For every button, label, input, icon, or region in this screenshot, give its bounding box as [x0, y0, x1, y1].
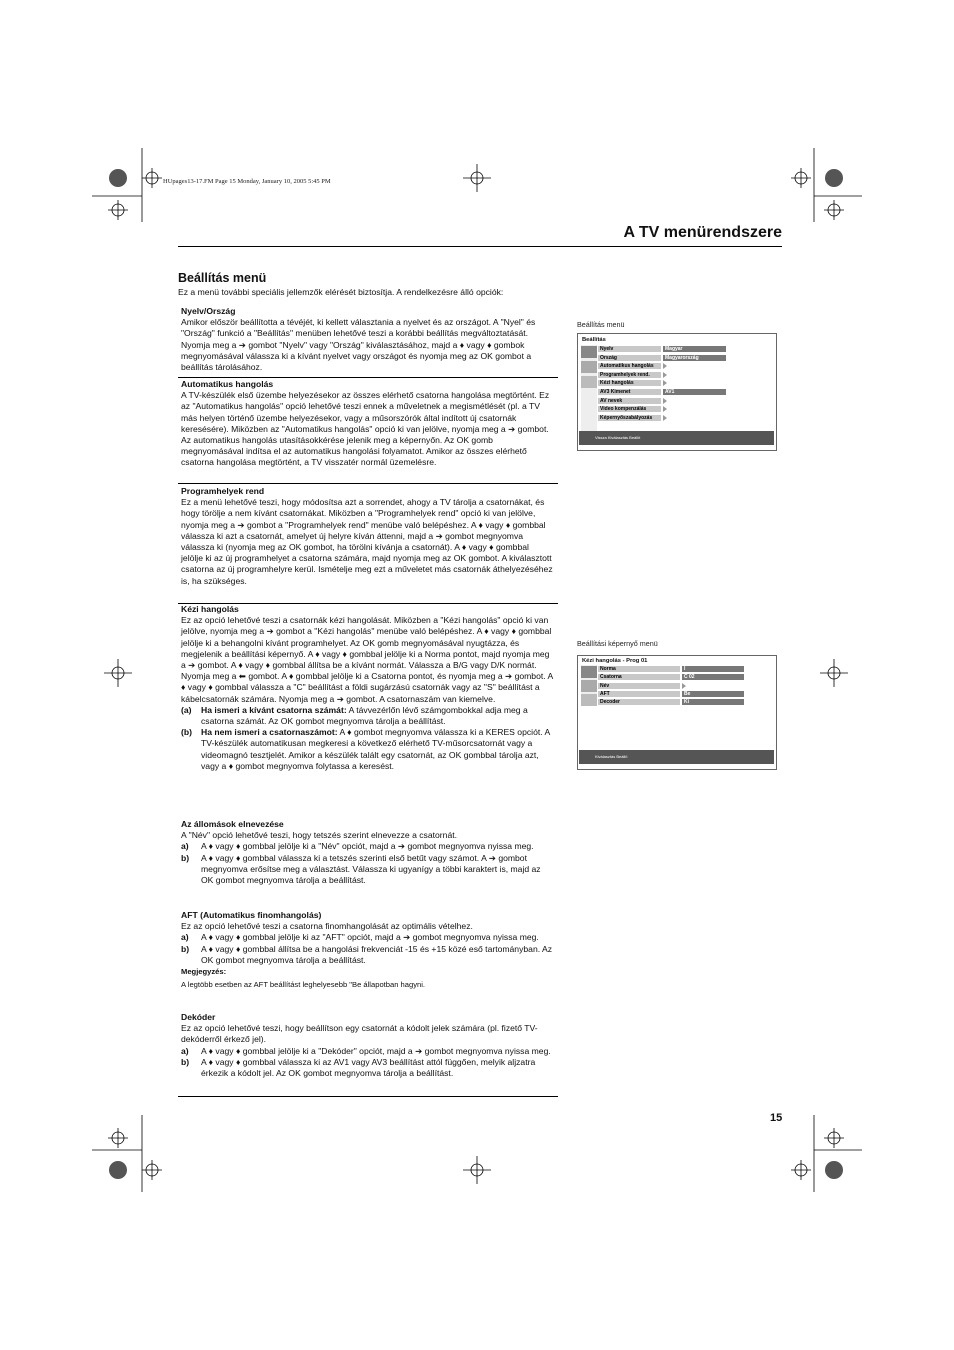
osd-row-label[interactable]: Nyelv [598, 346, 661, 352]
list-item [181, 705, 553, 727]
list-bold: Ha nem ismeri a csatornaszámot: [201, 727, 338, 738]
block-heading: Nyelv/Ország [181, 306, 236, 316]
block-heading: Automatikus hangolás [181, 379, 274, 389]
section-title: Beállítás menü [178, 271, 267, 285]
divider [178, 483, 558, 484]
divider [178, 377, 558, 378]
note-text: A legtöbb esetben az AFT beállítást leghelyesebb "Be állapotban hagyni. [181, 980, 426, 990]
osd-row-label[interactable]: Decoder [598, 699, 680, 705]
list-label: (a) [181, 704, 192, 715]
osd-row-label[interactable]: Csatorna [598, 674, 680, 680]
block-prog [181, 486, 553, 587]
list-text: A ♦ vagy ♦ gombbal válassza ki a tetszés szerinti első betűt vagy számot. A ➔ gombot megnyomva erősítse meg a választást. Válassza ki ugyanígy a többi karaktert is, majd az OK gombot megnyomva tárolja a beállítást. [201, 852, 541, 886]
list-bold: Ha ismeri a kívánt csatorna számát: [201, 704, 347, 715]
tv-icon [581, 346, 597, 358]
list-label: (b) [181, 727, 192, 738]
block-nev [181, 819, 553, 886]
divider [178, 1096, 558, 1097]
sound-icon [581, 376, 597, 388]
osd-row-value: I [682, 666, 744, 672]
osd-footer: Kiválasztás Beállít [579, 750, 774, 764]
osd-row-value: C 02 [682, 674, 744, 680]
arrow-right-icon [663, 398, 667, 404]
list-item [181, 932, 553, 943]
osd-row-label[interactable]: Ország [598, 355, 661, 361]
arrow-right-icon [663, 415, 667, 421]
title-rule [178, 246, 782, 247]
list-text: A ♦ vagy ♦ gombbal jelölje ki a "Név" opciót, majd a ➔ gombot megnyomva nyissa meg. [201, 841, 534, 852]
picture-icon [581, 361, 597, 373]
block-body: Amikor először beállította a tévéjét, ki kellett választania a nyelvet és az országot. A "Nyel" és "Ország" funkció a "Beállítás" menüben lehetővé teszi a korábbi beállítás megváltoztatását. Nyomja meg a ➔ gombot "Nyelv" vagy "Ország" kiválasztásához, majd a ♦ vagy ♦ gombok megnyomásával válassza ki a kívánt nyelvet vagy országot és nyomja meg az OK gombot a beállítás tárolásához. [181, 317, 536, 373]
osd-row-label[interactable]: Video kompenzálás [598, 406, 661, 412]
list-label: a) [181, 932, 189, 943]
list-item [181, 841, 553, 852]
osd-footer: Vissza Kiválasztás Beállít [579, 431, 774, 445]
block-heading: Kézi hangolás [181, 604, 239, 614]
list-label: b) [181, 1056, 190, 1067]
osd-row-label[interactable]: Név [598, 683, 680, 689]
arrow-right-icon [663, 380, 667, 386]
block-body: Ez az opció lehetővé teszi, hogy beállítson egy csatornát a kódolt jelek számára (pl. fizető TV-dekóderről érkező jel). [181, 1023, 538, 1045]
list-item [181, 727, 553, 772]
osd-row-label[interactable]: Programhelyek rend. [598, 372, 661, 378]
list-text: A ♦ gombot megnyomva válassza ki a KERES opciót. A TV-készülék automatikusan megkeresi a következő elérhető TV-műsorcsatornát vagy a videomagnó tesztjelét. Amikor a készülék talált egy csatornát, az OK gombbal tárolja azt, vagy a ♦ gombot megnyomva folytassa a keresést. [201, 727, 550, 771]
list-item [181, 1057, 553, 1079]
block-body: Ez a menü lehetővé teszi, hogy módosítsa azt a sorrendet, ahogy a TV tárolja a csatornákat, és hogy törölje a nem kívánt csatornákat. Miközben a "Programhelyek rend" opció ki van jelölve, nyomja meg a ➔ gombot a "Programhelyek rend" menübe való belépéshez. A ♦ vagy ♦ gombbal válassza ki azt a csatornát, amelyet új helyre kíván áttenni, majd a ➔ gombot megnyomva válassza ki (nyomja meg az OK gombot, ha törölni kívánja a csatornát). A ♦ vagy ♦ gombbal jelölje ki az új programhelyet a csatorna számára, majd nyomja meg az OK gombot. A kiválasztott csatorna az új programhelyre kerül. Ismételje meg ezt a műveletet más csatornák áthelyezéséhez is, ha szükséges. [181, 497, 553, 586]
arrow-right-icon [663, 372, 667, 378]
arrow-right-icon [682, 683, 686, 689]
osd-title: Kézi hangolás - Prog 01 [582, 658, 648, 664]
osd-row-value: AV1 [663, 389, 726, 395]
list-text: A ♦ vagy ♦ gombbal jelölje ki a "Dekóder" opciót, majd a ➔ gombot megnyomva nyissa meg. [201, 1045, 551, 1056]
block-dekoder [181, 1012, 553, 1079]
osd-row-value: Magyar [663, 346, 726, 352]
section-intro: Ez a menü további speciális jellemzők elérését biztosítja. A rendelkezésre álló opciók: [178, 287, 504, 297]
arrow-right-icon [663, 363, 667, 369]
osd-row-value: Magyarország [663, 355, 726, 361]
osd-row-label[interactable]: Kézi hangolás [598, 380, 661, 386]
list-item [181, 944, 553, 966]
osd-row-label[interactable]: Képernyőszabályozás [598, 415, 661, 421]
list-label: a) [181, 1045, 189, 1056]
osd-manual-tuning [577, 655, 777, 770]
list-text: A ♦ vagy ♦ gombbal állítsa be a hangolási frekvenciát -15 és +15 közé eső tartományban. Az OK gombot megnyomva tárolja a beállítást. [201, 943, 553, 965]
block-body: Ez az opció lehetővé teszi a csatorna finomhangolását az optimális vételhez. [181, 921, 473, 932]
page-number: 15 [770, 1112, 783, 1124]
list-label: a) [181, 841, 189, 852]
list-text: A ♦ vagy ♦ gombbal jelölje ki az "AFT" opciót, majd a ➔ gombot megnyomva nyissa meg. [201, 932, 539, 943]
file-header-line: HUpages13-17.FM Page 15 Monday, January 10, 2005 5:45 PM [163, 178, 331, 185]
sound-icon [581, 694, 597, 706]
note-heading: Megjegyzés: [181, 967, 227, 977]
list-text: A távvezérlőn lévő számgombokkal adja meg a csatorna számát. Az OK gombot megnyomva tárolja a beállítást. [201, 704, 528, 727]
osd-row-label[interactable]: Norma [598, 666, 680, 672]
block-body: Ez az opció lehetővé teszi a csatornák kézi hangolását. Miközben a "Kézi hangolás" opció ki van jelölve, nyomja meg a ➔ gombot a "Kézi hangolás" menübe való belépéshez. A ♦ vagy ♦ gombbal jelölje ki a behangolni kívánt programhelyet. Az OK gomb megnyomásával nyugtázza, és megjelenik a beállítási képernyő. A ♦ vagy ♦ gombbal jelölje ki a Norma pontot, majd nyomja meg a ➔ gombot. A ♦ vagy ♦ gombbal állítsa be a kívánt normát. Válassza a B/G vagy D/K normát. Nyomja meg a ⬅ gombot. A ♦ gombbal jelölje ki a Csatorna pontot, és nyomja meg a ➔ gombot. A ♦ vagy ♦ gombbal válassza a "C" beállítást a földi sugárzású csatornák vagy az "S" beállítást a kábelcsatornák számára. Nyomja meg a ➔ gombot. A csatornaszám van kiemelve. [181, 615, 553, 704]
osd-row-value: Ki [682, 699, 744, 705]
block-heading: Az állomások elnevezése [181, 819, 284, 829]
block-aft [181, 910, 553, 990]
list-item [181, 853, 553, 887]
block-kezi [181, 604, 553, 772]
block-nyelv [181, 306, 553, 373]
osd-setup-menu [577, 333, 777, 451]
osd-row-value: Be [682, 691, 744, 697]
block-body: A TV-készülék első üzembe helyezésekor az összes elérhető csatorna hangolása megtörtént. Ez az "Automatikus hangolás" opció lehetővé teszi ennek a műveletnek a megismétlését (pl. a TV más helyen történő üzembe helyezésekor, vagy a műsorszórók által indított új csatornák keresésére). Miközben az "Automatikus hangolás" opció ki van jelölve, nyomja meg a ➔ gombot. Az automatikus hangolás utasításokkérése jelenik meg a képernyőn. Az OK gomb megnyomásával indítsa el az automatikus hangolási folyamatot. Amikor az összes elérhető csatorna hangolása megtörtént, a TV visszatér normál üzemelésre. [181, 390, 550, 468]
block-heading: Programhelyek rend [181, 486, 265, 496]
osd-title: Beállítás [582, 337, 606, 343]
osd2-caption: Beállítási képernyő menü [577, 639, 658, 648]
list-item [181, 1046, 553, 1057]
picture-icon [581, 680, 597, 692]
tv-icon [581, 666, 597, 678]
list-text: A ♦ vagy ♦ gombbal válassza ki az AV1 vagy AV3 beállítást attól függően, melyik aljzatra érkezik a kódolt jel. Az OK gombot megnyomva tárolja a beállítást. [201, 1056, 536, 1079]
osd-row-label[interactable]: AV3 Kimenet [598, 389, 661, 395]
block-auto [181, 379, 553, 469]
osd1-caption: Beállítás menü [577, 320, 625, 329]
osd-row-label[interactable]: AFT [598, 691, 680, 697]
osd-row-label[interactable]: AV nevek [598, 398, 661, 404]
page-title: A TV menürendszere [623, 224, 782, 241]
osd-row-label[interactable]: Automatikus hangolás [598, 363, 661, 369]
list-label: b) [181, 852, 190, 863]
block-heading: AFT (Automatikus finomhangolás) [181, 910, 322, 920]
block-heading: Dekóder [181, 1012, 216, 1022]
list-label: b) [181, 943, 190, 954]
arrow-right-icon [663, 406, 667, 412]
block-body: A "Név" opció lehetővé teszi, hogy tetszés szerint elnevezze a csatornát. [181, 830, 457, 841]
